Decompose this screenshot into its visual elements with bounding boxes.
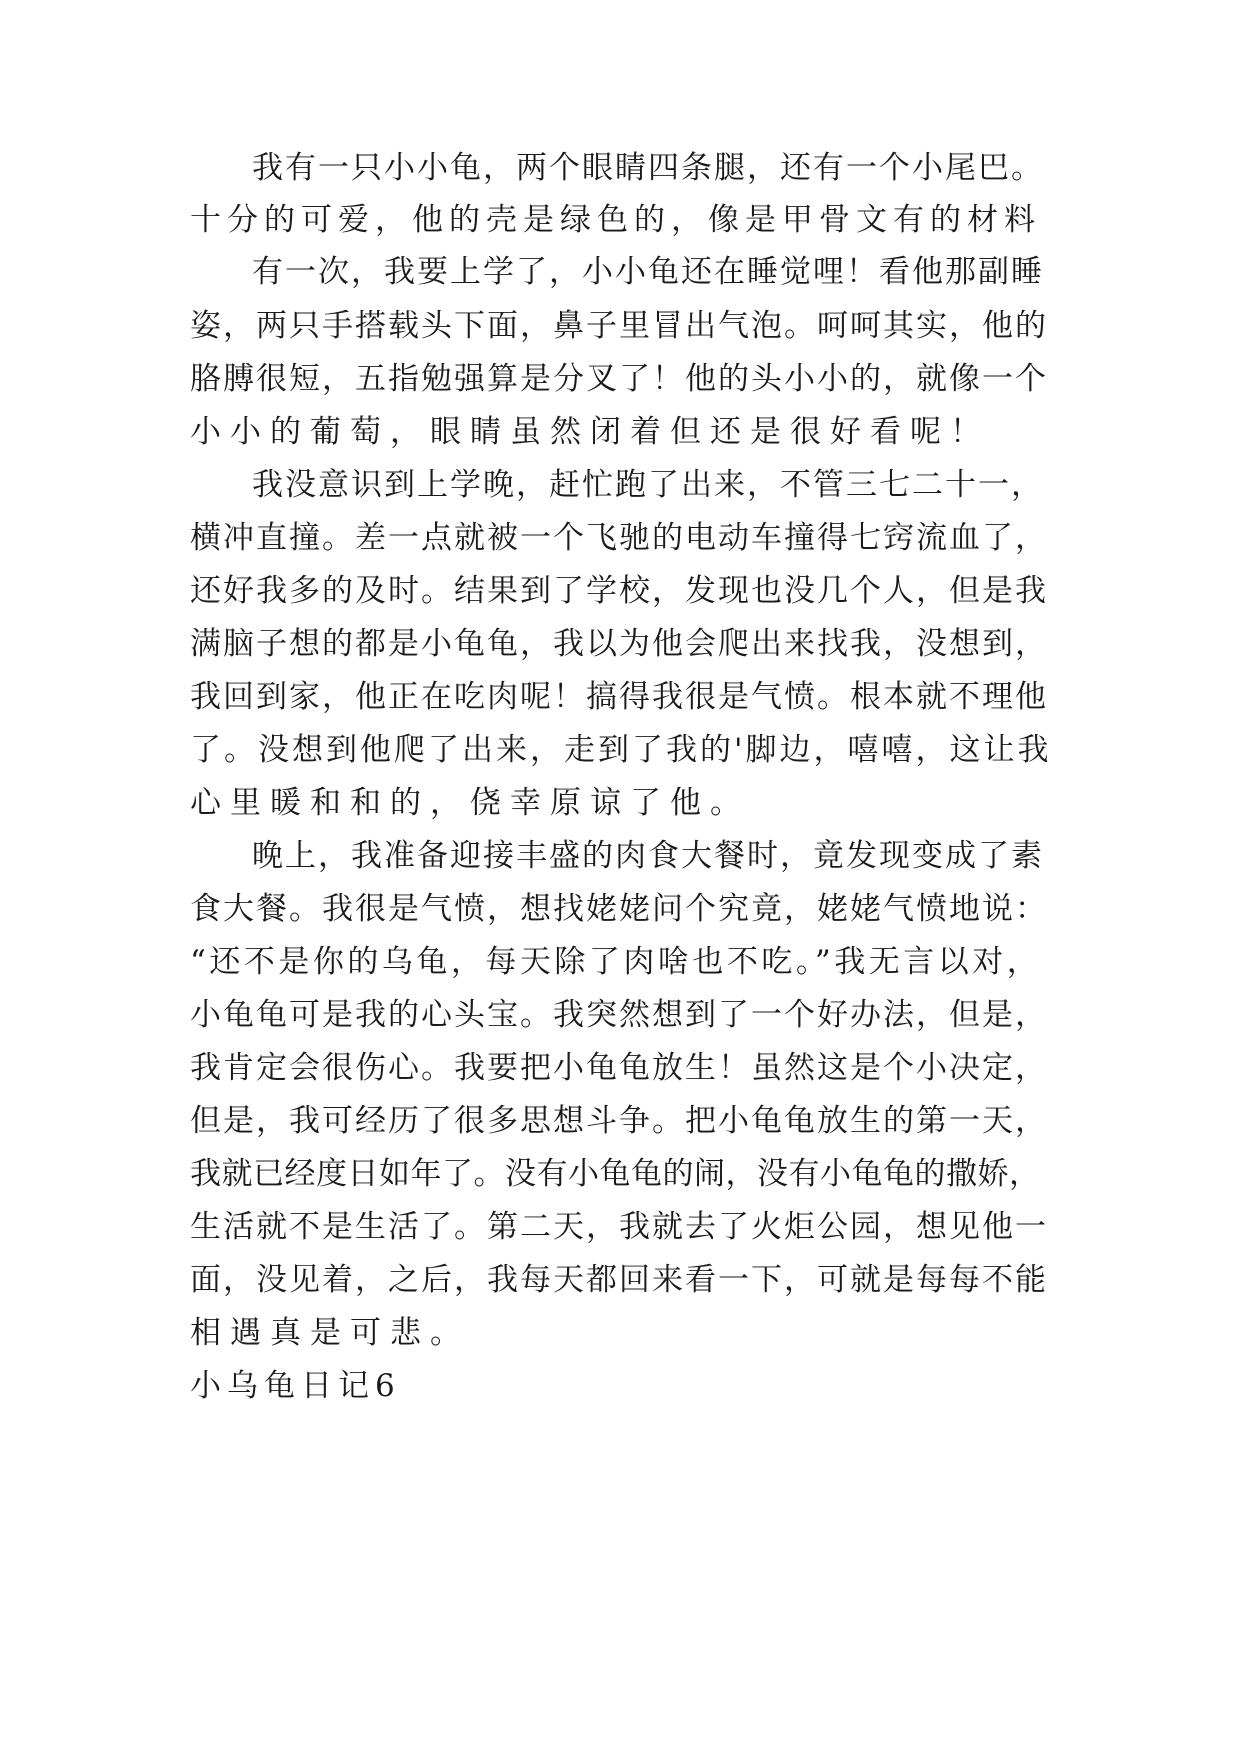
paragraph-line: 了。没想到他爬了出来，走到了我的'脚边，嘻嘻，这让我 bbox=[190, 732, 1052, 768]
paragraph-line: 生活就不是生活了。第二天，我就去了火炬公园，想见他一 bbox=[190, 1209, 1048, 1245]
paragraph-line: “还不是你的乌龟，每天除了肉啥也不吃。”我无言以对， bbox=[190, 944, 1042, 980]
paragraph-line: 十分的可爱，他的壳是绿色的，像是甲骨文有的材料 bbox=[190, 202, 1041, 238]
paragraph-line: 我回到家，他正在吃肉呢！搞得我很是气愤。根本就不理他 bbox=[190, 679, 1048, 715]
paragraph-line: 我有一只小小龟，两个眼睛四条腿，还有一个小尾巴。 bbox=[252, 150, 1044, 186]
paragraph-line: 还好我多的及时。结果到了学校，发现也没几个人，但是我 bbox=[190, 573, 1048, 609]
paragraph-line: 我肯定会很伤心。我要把小龟龟放生！虽然这是个小决定， bbox=[190, 1050, 1048, 1086]
paragraph-line: 有一次，我要上学了，小小龟还在睡觉哩！看他那副睡 bbox=[252, 254, 1044, 290]
paragraph-line: 小小的葡萄，眼睛虽然闭着但还是很好看呢！ bbox=[190, 414, 990, 450]
paragraph-line: 胳膊很短，五指勉强算是分叉了！他的头小小的，就像一个 bbox=[190, 361, 1048, 397]
paragraph-line: 姿，两只手搭载头下面，鼻子里冒出气泡。呵呵其实，他的 bbox=[190, 308, 1048, 344]
paragraph-line: 满脑子想的都是小龟龟，我以为他会爬出来找我，没想到， bbox=[190, 626, 1048, 662]
paragraph-line: 横冲直撞。差一点就被一个飞驰的电动车撞得七窍流血了， bbox=[190, 520, 1048, 556]
paragraph-line: 食大餐。我很是气愤，想找姥姥问个究竟，姥姥气愤地说： bbox=[190, 891, 1048, 927]
paragraph-line: 我就已经度日如年了。没有小龟龟的闹，没有小龟龟的撒娇， bbox=[190, 1156, 1041, 1192]
paragraph-line: 面，没见着，之后，我每天都回来看一下，可就是每每不能 bbox=[190, 1262, 1048, 1298]
section-title: 小乌龟日记6 bbox=[190, 1368, 401, 1404]
paragraph-line: 相遇真是可悲。 bbox=[190, 1315, 470, 1351]
paragraph-line: 我没意识到上学晚，赶忙跑了出来，不管三七二十一， bbox=[252, 467, 1044, 503]
paragraph-line: 小龟龟可是我的心头宝。我突然想到了一个好办法，但是， bbox=[190, 997, 1048, 1033]
paragraph-line: 晚上，我准备迎接丰盛的肉食大餐时，竟发现变成了素 bbox=[252, 838, 1044, 874]
paragraph-line: 心里暖和和的，侥幸原谅了他。 bbox=[190, 785, 750, 821]
paragraph-line: 但是，我可经历了很多思想斗争。把小龟龟放生的第一天， bbox=[190, 1103, 1048, 1139]
